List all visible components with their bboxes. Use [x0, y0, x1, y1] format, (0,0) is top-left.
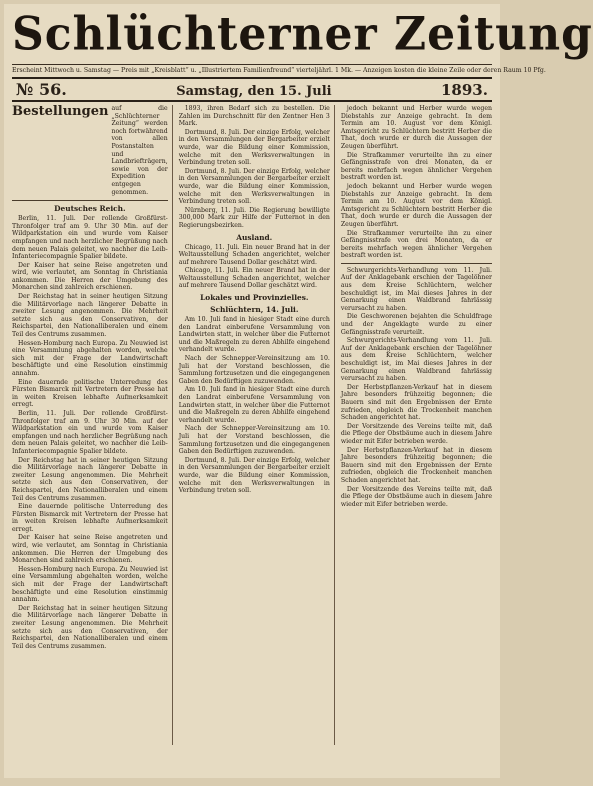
- article-paragraph: Nach der Schnepper-Vereinsitzung am 10. Juli hat der Vorstand beschlossen, die Sammlung fortzusetzen und die eingegangenen Gaben den Bedürftigen zuzuwenden.: [178, 355, 330, 385]
- article-paragraph: Der Reichstag hat in seiner heutigen Sitzung die Militärvorlage nach längerer Debatte in zweiter Lesung angenommen. Die Mehrheit setzte sich aus den Conservativen, der Reichspartei, den Nationalliberalen und einem Teil des Centrums zusammen.: [12, 293, 168, 339]
- article-paragraph: 1893, ihren Bedarf sich zu bestellen. Die Zahlen im Durchschnitt für den Zentner Hen 3 Mark.: [178, 105, 330, 128]
- subscription-title: Bestellungen: [12, 104, 109, 119]
- article-paragraph: Die Geschworenen bejahten die Schuldfrage und der Angeklagte wurde zu einer Gefängnisstrafe verurteilt.: [340, 313, 493, 336]
- subscription-text: auf die „Schlüchterner Zeitung“ werden noch fortwährend von allen Postanstalten und Landbriefträgern, sowie von der Expedition entgegen genommen.: [111, 105, 168, 196]
- issue-year: 1893.: [441, 81, 488, 99]
- article-columns: [12, 105, 492, 745]
- column-3: [341, 105, 492, 745]
- newspaper-page: [4, 4, 593, 778]
- article-paragraph: Der Herbstpflanzen-Verkauf hat in diesem Jahre besonders frühzeitig begonnen; die Bauern sind mit den Ergebnissen der Ernte zufrieden, obgleich die Trockenheit manchen Schaden angerichtet hat.: [340, 383, 493, 422]
- article-paragraph: Hessen-Homburg nach Europa. Zu Neuwied ist eine Versammlung abgehalten worden, welche sich mit der Frage der Landwirtschaft beschäftigte und eine Resolution einstimmig annahm.: [12, 565, 168, 604]
- article-paragraph: Berlin, 11. Juli. Der rollende Großfürst-Thronfolger traf am 9. Uhr 30 Min. auf der Wildparkstation ein und wurde vom Kaiser empfangen und nach herzlicher Begrüßung nach dem neuen Palais geleitet, wo nachher die Leib-Infanteriecompagnie Spalier bildete.: [12, 409, 168, 455]
- article-paragraph: Der Vorsitzende des Vereins teilte mit, daß die Pflege der Obstbäume auch in diesem Jahre wieder mit Eifer betrieben werde.: [340, 485, 493, 508]
- article-paragraph: Am 10. Juli fand in hiesiger Stadt eine durch den Landrat einberufene Versammlung von Landwirten statt, in welcher über die Futternot und die Maßregeln zu deren Abhilfe eingehend verhandelt wurde.: [178, 316, 330, 354]
- article-paragraph: Der Vorsitzende des Vereins teilte mit, daß die Pflege der Obstbäume auch in diesem Jahre wieder mit Eifer betrieben werde.: [340, 422, 493, 445]
- issue-number: № 56.: [16, 80, 67, 99]
- dateline-place: Schlüchtern, 14. Juli.: [210, 305, 299, 315]
- masthead: Schlüchterner Zeitung: [12, 7, 593, 62]
- subscription-notice: [12, 105, 168, 201]
- article-paragraph: Nach der Schnepper-Vereinsitzung am 10. Juli hat der Vorstand beschlossen, die Sammlung fortzusetzen und die eingegangenen Gaben den Bedürftigen zuzuwenden.: [178, 425, 330, 456]
- section-heading: Deutsches Reich.: [54, 204, 126, 214]
- article-paragraph: Nürnberg, 11. Juli. Die Regierung bewilligte 300,000 Mark zur Hilfe der Futternot in den Regierungsbezirken.: [178, 206, 330, 229]
- article-paragraph: Eine dauernde politische Unterredung des Fürsten Bismarck mit Vertretern der Presse hat in weiten Kreisen lebhafte Aufmerksamkeit erregt.: [12, 378, 168, 409]
- article-paragraph: Der Kaiser hat seine Reise angetreten und wird, wie verlautet, am Sonntag in Christiania ankommen. Die Herren der Umgebung des Monarchen sind zahlreich erschienen.: [12, 534, 168, 565]
- article-paragraph: jedoch bekannt und Herber wurde wegen Diebstahls zur Anzeige gebracht. In dem Termin am 10. August vor dem Königl. Amtsgericht zu Schlüchtern bestritt Herber die That, doch wurde er durch die Aussagen der Zeugen überführt.: [340, 182, 493, 228]
- article-paragraph: Hessen-Homburg nach Europa. Zu Neuwied ist eine Versammlung abgehalten worden, welche sich mit der Frage der Landwirtschaft beschäftigte und eine Resolution einstimmig annahm.: [12, 339, 168, 377]
- article-paragraph: Die Strafkammer verurteilte ihn zu einer Gefängnisstrafe von drei Monaten, da er bereits mehrfach wegen ähnlicher Vergehen bestraft worden ist.: [340, 229, 493, 260]
- article-paragraph: Berlin, 11. Juli. Der rollende Großfürst-Thronfolger traf am 9. Uhr 30 Min. auf der Wildparkstation ein und wurde vom Kaiser empfangen und nach herzlicher Begrüßung nach dem neuen Palais geleitet, wo nachher die Leib-Infanteriecompagnie Spalier bildete.: [12, 215, 168, 261]
- article-paragraph: Schwurgerichts-Verhandlung vom 11. Juli. Auf der Anklagebank erschien der Tagelöhner aus dem Kreise Schlüchtern, welcher beschuldigt ist, im Mai dieses Jahres in der Gemarkung einen Waldbrand fahrlässig verursacht zu haben.: [340, 337, 493, 383]
- article-paragraph: Die Strafkammer verurteilte ihn zu einer Gefängnisstrafe von drei Monaten, da er bereits mehrfach wegen ähnlicher Vergehen bestraft worden ist.: [340, 151, 493, 182]
- article-paragraph: Dortmund, 8. Juli. Der einzige Erfolg, welcher in den Versammlungen der Bergarbeiter erzielt wurde, war die Bildung einer Kommission, welche mit den Werksverwaltungen in Verbindung treten soll.: [178, 167, 330, 206]
- article-paragraph: Dortmund, 8. Juli. Der einzige Erfolg, welcher in den Versammlungen der Bergarbeiter erzielt wurde, war die Bildung einer Kommission, welche mit den Werksverwaltungen in Verbindung treten soll.: [178, 128, 330, 167]
- subscription-line: Erscheint Mittwoch u. Samstag — Preis mit „Kreisblatt“ u. „Illustriertem Familienfreund“ vierteljährl. 1 Mk. — Anzeigen kosten die kleine Zeile oder deren Raum 10 Pfg.: [12, 64, 492, 75]
- column-1: [12, 105, 173, 745]
- article-paragraph: Am 10. Juli fand in hiesiger Stadt eine durch den Landrat einberufene Versammlung von Landwirten statt, in welcher über die Futternot und die Maßregeln zu deren Abhilfe eingehend verhandelt wurde.: [178, 386, 330, 424]
- article-paragraph: Der Kaiser hat seine Reise angetreten und wird, wie verlautet, am Sonntag in Christiania ankommen. Die Herren der Umgebung des Monarchen sind zahlreich erschienen.: [12, 261, 168, 292]
- article-paragraph: jedoch bekannt und Herber wurde wegen Diebstahls zur Anzeige gebracht. In dem Termin am 10. August vor dem Königl. Amtsgericht zu Schlüchtern bestritt Herber die That, doch wurde er durch die Aussagen der Zeugen überführt.: [340, 105, 493, 150]
- dateline: [12, 77, 492, 102]
- article-paragraph: Der Reichstag hat in seiner heutigen Sitzung die Militärvorlage nach längerer Debatte in zweiter Lesung angenommen. Die Mehrheit setzte sich aus den Conservativen, der Reichspartei, den Nationalliberalen und einem Teil des Centrums zusammen.: [12, 604, 168, 650]
- column-2: [179, 105, 335, 745]
- article-paragraph: Chicago, 11. Juli. Ein neuer Brand hat in der Weltausstellung Schaden angerichtet, welcher auf mehrere Tausend Dollar geschätzt wird.: [178, 243, 330, 266]
- article-paragraph: Schwurgerichts-Verhandlung vom 11. Juli. Auf der Anklagebank erschien der Tagelöhner aus dem Kreise Schlüchtern, welcher beschuldigt ist, im Mai dieses Jahres in der Gemarkung einen Waldbrand fahrlässig verursacht zu haben.: [340, 266, 493, 312]
- issue-date: Samstag, den 15. Juli: [176, 84, 332, 99]
- article-paragraph: Chicago, 11. Juli. Ein neuer Brand hat in der Weltausstellung Schaden angerichtet, welcher auf mehrere Tausend Dollar geschätzt wird.: [178, 267, 330, 290]
- article-paragraph: Dortmund, 8. Juli. Der einzige Erfolg, welcher in den Versammlungen der Bergarbeiter erzielt wurde, war die Bildung einer Kommission, welche mit den Werksverwaltungen in Verbindung treten soll.: [178, 456, 330, 495]
- article-paragraph: Der Herbstpflanzen-Verkauf hat in diesem Jahre besonders frühzeitig begonnen; die Bauern sind mit den Ergebnissen der Ernte zufrieden, obgleich die Trockenheit manchen Schaden angerichtet hat.: [340, 446, 493, 484]
- article-paragraph: Eine dauernde politische Unterredung des Fürsten Bismarck mit Vertretern der Presse hat in weiten Kreisen lebhafte Aufmerksamkeit erregt.: [12, 503, 168, 533]
- article-paragraph: Der Reichstag hat in seiner heutigen Sitzung die Militärvorlage nach längerer Debatte in zweiter Lesung angenommen. Die Mehrheit setzte sich aus den Conservativen, der Reichspartei, den Nationalliberalen und einem Teil des Centrums zusammen.: [12, 456, 168, 502]
- section-heading: Lokales und Provinzielles.: [200, 293, 309, 303]
- section-heading: Ausland.: [236, 232, 273, 242]
- column-divider: [341, 263, 492, 264]
